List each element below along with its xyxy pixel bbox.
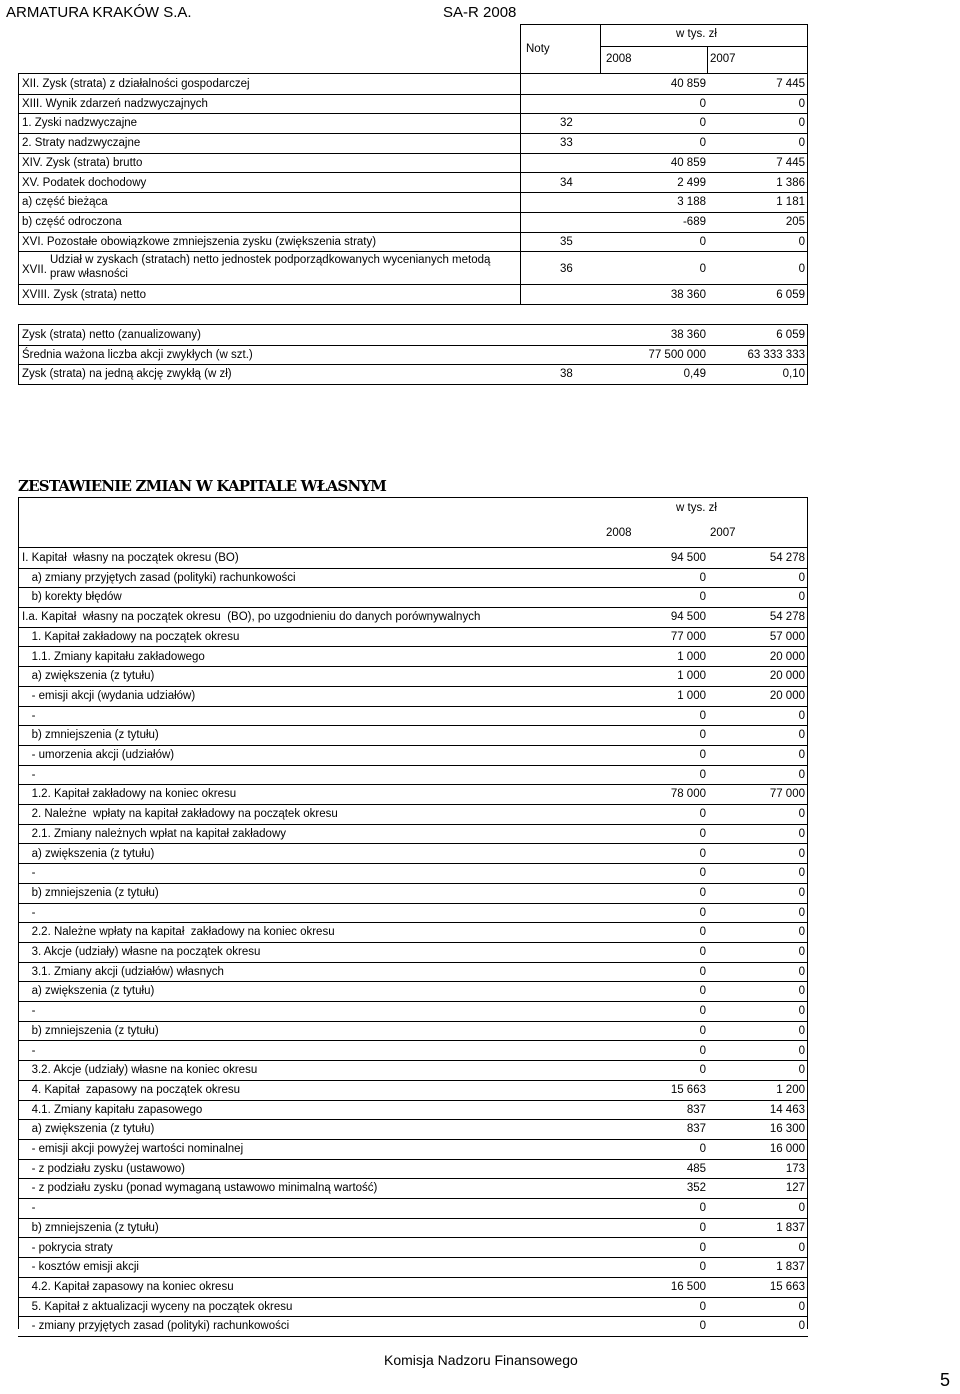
row-value-2008: 0 [699,1044,706,1057]
row-value-2008: 837 [686,1123,706,1136]
unit-label: w tys. zł [676,28,717,40]
row-value-2008: 94 500 [670,611,706,624]
row-value-2008: 0 [699,946,706,958]
row-value-2007: 0 [798,1300,805,1313]
row-label: b) korekty błędów [22,591,122,604]
company-name: ARMATURA KRAKÓW S.A. [6,4,192,21]
row-value-2008: -689 [682,215,706,228]
row-value-2008: 77 000 [670,630,706,643]
table-row [18,1021,808,1042]
row-label: I.a. Kapitał własny na początek okresu (BO), po uzgodnieniu do danych porównywalnych [22,611,481,624]
table-row [18,1041,808,1062]
table-row [18,252,808,285]
row-label: - [22,906,36,919]
table-row [18,647,808,668]
row-value-2007: 77 000 [769,788,805,801]
row-note: 35 [560,235,573,248]
row-label: - umorzenia akcji (udziałów) [22,749,175,761]
row-label: a) zmiany przyjętych zasad (polityki) rachunkowości [22,571,296,584]
table-row [18,94,808,115]
row-value-2007: 127 [785,1182,805,1195]
row-value-2008: 0 [699,1143,706,1155]
row-label: 1.2. Kapitał zakładowy na koniec okresu [22,788,237,801]
table-row [18,232,808,253]
table-row [18,903,808,924]
row-value-2008: 0 [699,749,706,761]
table-row [18,607,808,628]
row-value-2007: 54 278 [769,552,805,564]
row-value-2007: 0 [798,1024,805,1037]
table-row [18,1316,808,1337]
row-value-2007: 0 [798,235,805,248]
row-label: - [22,867,36,880]
table-row [18,981,808,1002]
row-value-2007: 0 [798,946,805,958]
row-value-2008: 0 [699,235,706,248]
row-value-2008: 0 [699,926,706,939]
table-row [18,153,808,174]
row-label: - [22,1202,36,1215]
row-label: 5. Kapitał z aktualizacji wyceny na początek okresu [22,1300,293,1313]
row-value-2008: 352 [686,1182,706,1195]
table-row [18,284,808,305]
row-label: b) zmniejszenia (z tytułu) [22,1024,159,1037]
table-row [18,1100,808,1121]
year-2008-header: 2008 [606,53,632,65]
row-value-2007: 0 [798,985,805,998]
row-note: 33 [560,137,573,150]
row-value-2008: 0 [699,97,706,110]
row-note: 32 [560,117,573,130]
row-label-line2: praw własności [50,268,128,280]
row-value-2008: 0 [699,886,706,899]
row-value-2007: 0 [798,926,805,939]
row-value-2008: 15 663 [670,1083,706,1096]
row-label: a) zwiększenia (z tytułu) [22,985,155,998]
table-row [18,1277,808,1298]
row-label: 1. Zyski nadzwyczajne [22,117,138,130]
row-value-2008: 2 499 [677,176,706,189]
row-value-2007: 16 300 [769,1123,805,1136]
row-value-2008: 94 500 [670,552,706,564]
row-value-2007: 1 386 [776,176,805,189]
table-row [18,212,808,233]
row-value-2008: 0 [699,263,706,275]
table-row [18,706,808,727]
row-value-2008: 38 360 [670,289,706,301]
table-row [18,133,808,154]
table-row [18,568,808,589]
table-row [18,745,808,766]
report-name: SA-R 2008 [443,4,517,21]
row-value-2007: 0 [798,709,805,722]
row-value-2007: 0 [798,1005,805,1018]
row-label: 3.2. Akcje (udziały) własne na koniec okresu [22,1064,258,1077]
row-value-2007: 1 837 [776,1261,805,1274]
row-value-2007: 0 [798,1044,805,1057]
noty-header: Noty [526,43,550,55]
section-title: ZESTAWIENIE ZMIAN W KAPITALE WŁASNYM [18,477,387,495]
row-label: Średnia ważona liczba akcji zwykłych (w szt.) [22,348,253,361]
table-row [18,74,808,95]
row-value-2007: 0 [798,906,805,919]
row-value-2008: 0 [699,117,706,130]
row-label: - [22,709,36,722]
table-row [18,192,808,213]
row-value-2008: 1 000 [677,670,706,683]
row-value-2007: 20 000 [769,670,805,683]
table-row [18,345,808,366]
row-value-2008: 0 [699,867,706,880]
table-row [18,844,808,865]
row-value-2007: 0 [798,1241,805,1254]
row-value-2008: 3 188 [677,196,706,209]
year-2007-header: 2007 [710,527,736,539]
row-value-2008: 0 [699,1320,706,1333]
row-label: XII. Zysk (strata) z działalności gospodarczej [22,78,250,90]
table-row [18,1297,808,1318]
row-value-2008: 0 [699,1241,706,1254]
row-label: XVI. Pozostałe obowiązkowe zmniejszenia zysku (zwiększenia straty) [22,235,377,248]
row-value-2008: 40 859 [670,78,706,90]
table-row [18,942,808,963]
row-value-2008: 0 [699,1005,706,1018]
row-label: XIII. Wynik zdarzeń nadzwyczajnych [22,97,208,110]
row-label: 2.2. Należne wpłaty na kapitał zakładowy na koniec okresu [22,926,335,939]
row-label: 2. Straty nadzwyczajne [22,137,141,150]
row-label: XIV. Zysk (strata) brutto [22,156,143,169]
row-label: 3. Akcje (udziały) własne na początek okresu [22,946,261,958]
row-value-2008: 40 859 [670,156,706,169]
row-value-2008: 485 [686,1162,706,1175]
row-label: - [22,1044,36,1057]
row-label: Zysk (strata) na jedną akcję zwykłą (w zł) [22,368,232,381]
table-row [18,1198,808,1219]
row-label: Zysk (strata) netto (zanualizowany) [22,329,201,341]
row-value-2007: 1 837 [776,1221,805,1234]
row-value-2008: 38 360 [670,329,706,341]
row-label: - emisji akcji (wydania udziałów) [22,689,196,702]
row-value-2008: 0 [699,729,706,742]
row-label: 2.1. Zmiany należnych wpłat na kapitał zakładowy [22,827,286,840]
row-label: 1.1. Zmiany kapitału zakładowego [22,650,205,663]
row-note: 38 [560,368,573,381]
row-label: a) zwiększenia (z tytułu) [22,1123,155,1136]
table-row [18,1119,808,1140]
row-note: 36 [560,263,573,275]
table-row [18,1080,808,1101]
row-value-2007: 0 [798,808,805,821]
row-value-2008: 0 [699,965,706,978]
page-number: 5 [940,1370,951,1390]
row-value-2007: 0 [798,886,805,899]
row-label: a) zwiększenia (z tytułu) [22,670,155,683]
row-value-2007: 0 [798,571,805,584]
row-value-2008: 0 [699,1064,706,1077]
row-value-2007: 0 [798,1320,805,1333]
row-label: XVII. [22,264,47,276]
table-row [18,1001,808,1022]
row-value-2007: 0,10 [782,368,805,381]
row-label: 2. Należne wpłaty na kapitał zakładowy na początek okresu [22,808,338,821]
year-2008-header: 2008 [606,527,632,539]
row-value-2008: 1 000 [677,689,706,702]
row-value-2007: 205 [785,215,805,228]
row-value-2007: 0 [798,749,805,761]
row-value-2008: 0 [699,808,706,821]
row-label: b) część odroczona [22,215,122,228]
row-label-line1: Udział w zyskach (stratach) netto jednostek podporządkowanych wycenianych metodą [50,254,491,266]
table-row [18,962,808,983]
row-label: - [22,768,36,781]
row-value-2007: 0 [798,1202,805,1215]
row-value-2008: 0 [699,591,706,604]
row-value-2007: 20 000 [769,689,805,702]
row-value-2007: 1 200 [776,1083,805,1096]
row-value-2007: 0 [798,867,805,880]
row-value-2008: 0,49 [683,368,706,381]
row-value-2008: 1 000 [677,650,706,663]
table-row [18,1257,808,1278]
row-label: 3.1. Zmiany akcji (udziałów) własnych [22,965,224,978]
row-label: 4.2. Kapitał zapasowy na koniec okresu [22,1280,234,1293]
table-row [18,113,808,134]
row-value-2008: 0 [699,1202,706,1215]
table-row [18,1218,808,1239]
row-label: 4.1. Zmiany kapitału zapasowego [22,1103,203,1116]
row-value-2007: 0 [798,847,805,860]
row-label: a) zwiększenia (z tytułu) [22,847,155,860]
row-value-2007: 7 445 [776,78,805,90]
row-value-2008: 0 [699,1221,706,1234]
row-value-2008: 78 000 [670,788,706,801]
row-value-2008: 0 [699,1024,706,1037]
table-row [18,1159,808,1180]
table-row [18,824,808,845]
row-value-2007: 54 278 [769,611,805,624]
table-row [18,863,808,884]
row-note: 34 [560,176,573,189]
row-label: b) zmniejszenia (z tytułu) [22,1221,159,1234]
row-label: - kosztów emisji akcji [22,1261,139,1274]
row-label: 1. Kapitał zakładowy na początek okresu [22,630,240,643]
row-value-2007: 0 [798,827,805,840]
row-value-2007: 6 059 [776,289,805,301]
row-label: - pokrycia straty [22,1241,113,1254]
table-row [18,548,808,569]
row-value-2008: 0 [699,1261,706,1274]
row-value-2007: 20 000 [769,650,805,663]
row-value-2008: 0 [699,985,706,998]
row-value-2007: 1 181 [776,196,805,209]
row-value-2007: 16 000 [769,1143,805,1155]
table-row [18,1178,808,1199]
row-value-2007: 173 [785,1162,805,1175]
row-value-2008: 0 [699,847,706,860]
row-value-2007: 7 445 [776,156,805,169]
row-value-2007: 14 463 [769,1103,805,1116]
row-value-2008: 0 [699,1300,706,1313]
row-label: b) zmniejszenia (z tytułu) [22,729,159,742]
table-row [18,587,808,608]
row-label: - [22,1005,36,1018]
table-row [18,364,808,385]
row-value-2007: 63 333 333 [747,348,805,361]
row-value-2008: 0 [699,906,706,919]
row-value-2007: 15 663 [769,1280,805,1293]
row-value-2007: 0 [798,591,805,604]
table-row [18,922,808,943]
row-value-2007: 0 [798,1064,805,1077]
table-row [18,686,808,707]
row-value-2008: 0 [699,827,706,840]
table-row [18,765,808,786]
unit-label: w tys. zł [676,502,717,514]
row-value-2007: 0 [798,117,805,130]
table-row [18,784,808,805]
row-value-2008: 0 [699,709,706,722]
row-label: I. Kapitał własny na początek okresu (BO) [22,552,239,564]
row-label: 4. Kapitał zapasowy na początek okresu [22,1083,240,1096]
row-value-2008: 16 500 [670,1280,706,1293]
table-row [18,804,808,825]
row-value-2008: 0 [699,768,706,781]
row-value-2007: 6 059 [776,329,805,341]
row-label: a) część bieżąca [22,196,108,209]
row-label: b) zmniejszenia (z tytułu) [22,886,159,899]
row-label: XVIII. Zysk (strata) netto [22,289,146,301]
row-label: - emisji akcji powyżej wartości nominalnej [22,1143,244,1155]
row-label: XV. Podatek dochodowy [22,176,147,189]
row-label: - zmiany przyjętych zasad (polityki) rachunkowości [22,1320,290,1333]
table-row [18,1060,808,1081]
row-label: - z podziału zysku (ponad wymaganą ustawowo minimalną wartość) [22,1182,378,1195]
row-value-2007: 0 [798,97,805,110]
row-value-2007: 0 [798,263,805,275]
table-row [18,173,808,194]
row-value-2008: 837 [686,1103,706,1116]
row-value-2007: 0 [798,729,805,742]
table-row [18,1238,808,1259]
row-value-2008: 77 500 000 [648,348,706,361]
row-value-2007: 0 [798,768,805,781]
row-label: - z podziału zysku (ustawowo) [22,1162,185,1175]
row-value-2008: 0 [699,137,706,150]
year-2007-header: 2007 [710,53,736,65]
footer-authority: Komisja Nadzoru Finansowego [384,1352,578,1368]
table-row [18,666,808,687]
table-row [18,1139,808,1160]
table-row [18,627,808,648]
table-row [18,883,808,904]
row-value-2007: 57 000 [769,630,805,643]
row-value-2007: 0 [798,965,805,978]
row-value-2008: 0 [699,571,706,584]
table-row [18,325,808,346]
row-value-2007: 0 [798,137,805,150]
table-row [18,725,808,746]
